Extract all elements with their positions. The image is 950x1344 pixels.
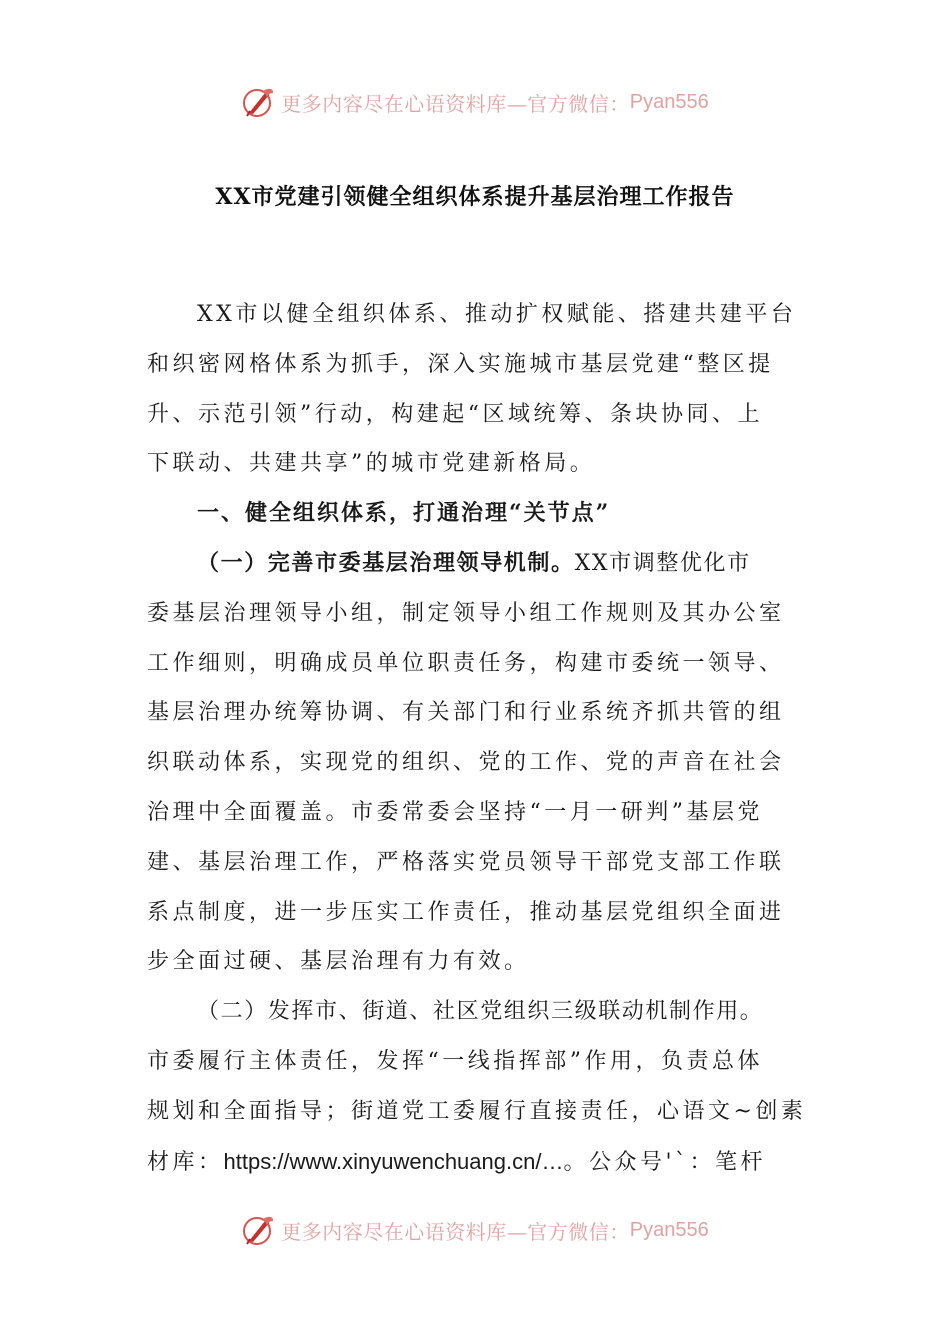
paragraph-line: 系点制度，进一步压实工作责任，推动基层党组织全面进 (147, 899, 785, 925)
paragraph-text: 材库： (147, 1149, 224, 1175)
paragraph-line: 规划和全面指导；街道党工委履行直接责任，心语文~创素 (147, 1098, 807, 1124)
section-heading: 一、健全组织体系，打通治理“关节点” (197, 500, 611, 527)
document-title: XX市党建引领健全组织体系提升基层治理工作报告 (215, 184, 735, 210)
quill-pen-icon (241, 1213, 275, 1247)
paragraph-line: 治理中全面覆盖。市委常委会坚持“一月一研判”基层党 (147, 799, 763, 825)
quill-pen-icon (241, 85, 275, 119)
subsection-heading: （一）完善市委基层治理领导机制。 (197, 549, 575, 576)
paragraph-line: 织联动体系，实现党的组织、党的工作、党的声音在社会 (147, 750, 785, 776)
paragraph-line (147, 539, 807, 589)
document-body (147, 290, 807, 1186)
watermark-banner-bottom (0, 1210, 950, 1250)
paragraph-line: 基层治理办统筹协调、有关部门和行业系统齐抓共管的组 (147, 700, 785, 726)
url-link[interactable]: https://www.xinyuwenchuang.cn/… (223, 1148, 564, 1174)
paragraph-line: 市委履行主体责任，发挥“一线指挥部”作用，负责总体 (147, 1048, 763, 1074)
paragraph-line: 下联动、共建共享”的城市党建新格局。 (147, 451, 596, 477)
watermark-text: 更多内容尽在心语资料库—官方微信： (281, 1219, 630, 1244)
paragraph-line: 和织密网格体系为抓手，深入实施城市基层党建“整区提 (147, 351, 774, 377)
paragraph-line: 建、基层治理工作，严格落实党员领导干部党支部工作联 (147, 849, 785, 875)
watermark-text: 更多内容尽在心语资料库—官方微信： (281, 91, 630, 116)
watermark-id: Pyan556 (629, 90, 709, 113)
paragraph-line: XX市以健全组织体系、推动扩权赋能、搭建共建平台 (197, 302, 797, 327)
paragraph-text: XX市调整优化市 (574, 550, 751, 576)
paragraph-line: 委基层治理领导小组，制定领导小组工作规则及其办公室 (147, 600, 785, 626)
watermark-banner-top (0, 82, 950, 122)
paragraph-line: 升、示范引领”行动，构建起“区域统筹、条块协同、上 (147, 401, 763, 427)
paragraph-line: 工作细则，明确成员单位职责任务，构建市委统一领导、 (147, 650, 785, 676)
watermark-id: Pyan556 (629, 1218, 709, 1241)
paragraph-line: 步全面过硬、基层治理有力有效。 (147, 949, 530, 975)
paragraph-line (147, 1137, 807, 1187)
paragraph-text: 。公众号'`：笔杆 (563, 1149, 767, 1175)
paragraph-line: （二）发挥市、街道、社区党组织三级联动机制作用。 (197, 999, 764, 1025)
